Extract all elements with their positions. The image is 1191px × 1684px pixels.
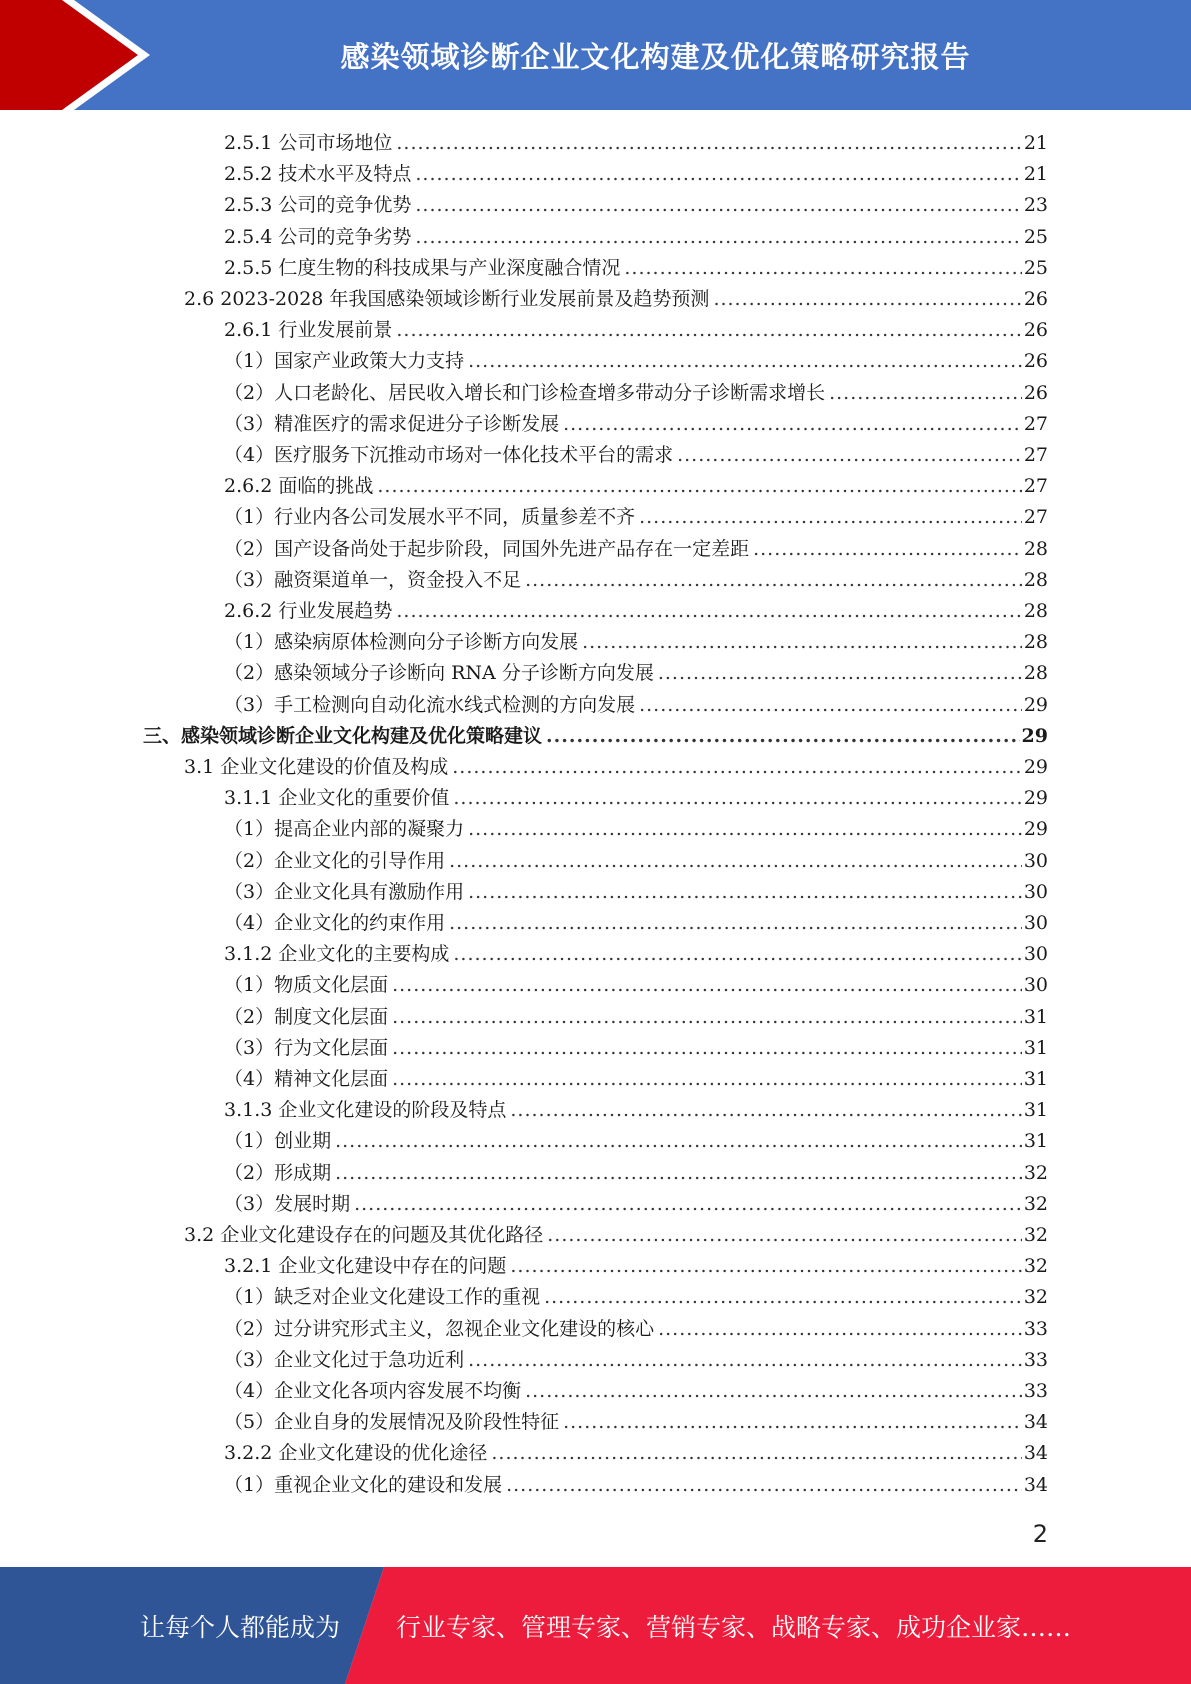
footer-slogan-left: 让每个人都能成为 [140,1612,341,1642]
toc-entry-title: （1）创业期 [224,1130,332,1153]
toc-entry[interactable] [224,1376,1048,1407]
toc-dot-leader [506,1470,1022,1501]
toc-entry-title: （1）缺乏对企业文化建设工作的重视 [224,1286,541,1309]
toc-entry[interactable] [224,970,1048,1001]
toc-entry-title: （3）手工检测向自动化流水线式检测的方向发展 [224,693,636,716]
toc-dot-leader [582,627,1022,658]
toc-dot-leader [639,502,1022,533]
toc-entry[interactable] [224,1095,1048,1126]
toc-entry[interactable] [224,253,1048,284]
toc-dot-leader [392,1002,1022,1033]
toc-entry[interactable] [224,783,1048,814]
toc-dot-leader [753,534,1022,565]
toc-dot-leader [677,440,1022,471]
toc-entry-page: 25 [1023,225,1048,248]
toc-entry-page: 31 [1023,1099,1048,1122]
toc-entry[interactable] [224,1189,1048,1220]
toc-entry-title: （3）行为文化层面 [224,1036,389,1059]
toc-entry-page: 26 [1023,288,1048,310]
toc-entry[interactable] [224,658,1048,689]
toc-dot-leader [452,752,1022,783]
toc-dot-leader [544,1282,1022,1313]
toc-entry-page: 32 [1023,1192,1048,1215]
toc-dot-leader [396,315,1021,346]
toc-entry-page: 30 [1023,974,1048,997]
toc-entry-page: 33 [1023,1348,1048,1371]
toc-dot-leader [396,128,1021,159]
toc-entry-title: （2）感染领域分子诊断向 RNA 分子诊断方向发展 [224,662,654,685]
toc-entry-page: 30 [1023,943,1048,966]
toc-entry[interactable] [224,315,1048,346]
toc-entry-page: 21 [1023,163,1048,186]
toc-dot-leader [392,970,1022,1001]
toc-dot-leader [354,1189,1022,1220]
toc-entry[interactable] [184,1220,1048,1251]
toc-entry[interactable] [224,1282,1048,1313]
toc-entry[interactable] [224,908,1048,939]
toc-entry[interactable] [224,1064,1048,1095]
toc-entry-title: 2.6 2023-2028 年我国感染领域诊断行业发展前景及趋势预测 [184,288,710,310]
toc-entry-page: 31 [1023,1130,1048,1153]
toc-entry-page: 30 [1023,912,1048,934]
toc-dot-leader [563,409,1022,440]
toc-dot-leader [415,190,1021,221]
toc-entry[interactable] [224,128,1048,159]
toc-entry[interactable] [184,284,1048,315]
toc-entry-title: （1）提高企业内部的凝聚力 [224,818,465,841]
toc-dot-leader [547,1220,1022,1251]
toc-entry-title: （4）企业文化的约束作用 [224,912,446,934]
toc-entry-title: （1）国家产业政策大力支持 [224,350,465,373]
toc-entry-page: 30 [1023,880,1048,903]
toc-entry[interactable] [224,565,1048,596]
toc-entry-title: 3.2.1 企业文化建设中存在的问题 [224,1255,507,1278]
toc-entry[interactable] [224,1345,1048,1376]
toc-entry-title: （2）国产设备尚处于起步阶段，同国外先进产品存在一定差距 [224,537,750,560]
toc-entry-page: 26 [1023,350,1048,373]
toc-entry[interactable] [224,814,1048,845]
toc-dot-leader [563,1407,1022,1438]
toc-entry-page: 33 [1023,1317,1048,1340]
toc-entry[interactable] [224,378,1048,409]
toc-entry-page: 25 [1023,256,1048,279]
toc-dot-leader [392,1033,1022,1064]
toc-entry-title: （2）制度文化层面 [224,1005,389,1028]
toc-dot-leader [525,1376,1022,1407]
toc-entry-page: 29 [1021,724,1048,747]
toc-entry-title: （2）企业文化的引导作用 [224,849,446,872]
toc-dot-leader [449,908,1022,939]
toc-entry-title: 3.1.2 企业文化的主要构成 [224,943,450,966]
toc-dot-leader [396,596,1021,627]
toc-entry-page: 28 [1023,568,1048,591]
toc-dot-leader [335,1126,1022,1157]
toc-entry-page: 21 [1023,132,1048,154]
toc-entry[interactable] [224,1158,1048,1189]
toc-entry[interactable] [224,440,1048,471]
toc-entry-title: （1）感染病原体检测向分子诊断方向发展 [224,631,579,654]
toc-dot-leader [468,1345,1022,1376]
toc-entry-page: 28 [1023,631,1048,654]
toc-dot-leader [453,939,1021,970]
toc-entry-title: （3）精准医疗的需求促进分子诊断发展 [224,412,560,435]
toc-entry-title: 3.1.3 企业文化建设的阶段及特点 [224,1099,507,1122]
toc-entry-title: 三、感染领域诊断企业文化构建及优化策略建议 [143,724,543,747]
toc-entry[interactable] [224,1314,1048,1345]
toc-entry-page: 26 [1023,319,1048,342]
toc-entry[interactable] [224,409,1048,440]
toc-entry-page: 30 [1023,849,1048,872]
toc-entry-page: 27 [1023,506,1048,529]
toc-entry[interactable] [224,346,1048,377]
toc-entry-title: （4）医疗服务下沉推动市场对一体化技术平台的需求 [224,444,674,466]
toc-dot-leader [639,690,1022,721]
toc-entry-page: 27 [1023,412,1048,435]
toc-entry-title: 3.1 企业文化建设的价值及构成 [184,756,449,778]
toc-entry-title: 2.5.2 技术水平及特点 [224,163,412,186]
toc-entry-page: 33 [1023,1380,1048,1402]
toc-dot-leader [510,1095,1021,1126]
toc-entry-title: （2）形成期 [224,1161,332,1184]
toc-dot-leader [658,658,1022,689]
toc-entry[interactable] [224,1470,1048,1501]
toc-dot-leader [415,222,1021,253]
document-title: 感染领域诊断企业文化构建及优化策略研究报告 [340,39,971,74]
toc-entry-page: 31 [1023,1068,1048,1090]
toc-entry-title: 3.2 企业文化建设存在的问题及其优化路径 [184,1224,544,1246]
toc-dot-leader [392,1064,1022,1095]
toc-dot-leader [449,846,1022,877]
toc-entry-page: 26 [1023,381,1048,404]
toc-entry-page: 28 [1023,662,1048,685]
toc-entry-page: 29 [1023,818,1048,841]
toc-entry-title: 2.5.3 公司的竞争优势 [224,194,412,217]
toc-entry[interactable] [224,596,1048,627]
toc-dot-leader [468,346,1022,377]
toc-dot-leader [377,471,1021,502]
toc-entry[interactable] [224,1033,1048,1064]
toc-entry[interactable] [224,534,1048,565]
toc-entry[interactable] [224,1002,1048,1033]
toc-entry[interactable] [224,222,1048,253]
toc-dot-leader [415,159,1021,190]
toc-entry-page: 28 [1023,537,1048,560]
toc-entry-title: （2）过分讲究形式主义，忽视企业文化建设的核心 [224,1317,655,1340]
toc-entry-page: 23 [1023,194,1048,217]
toc-entry[interactable] [224,627,1048,658]
toc-entry-page: 34 [1023,1473,1048,1496]
toc-dot-leader [525,565,1022,596]
toc-entry[interactable] [143,721,1048,752]
toc-dot-leader [491,1438,1021,1469]
toc-entry-title: （1）重视企业文化的建设和发展 [224,1473,503,1496]
toc-entry-page: 27 [1023,475,1048,498]
footer-slogan-right: 行业专家、管理专家、营销专家、战略专家、成功企业家…… [396,1612,1072,1642]
page-number: 2 [1032,1520,1048,1548]
toc-entry-title: （4）企业文化各项内容发展不均衡 [224,1380,522,1402]
toc-entry[interactable] [224,1407,1048,1438]
toc-dot-leader [713,284,1021,315]
toc-dot-leader [546,721,1020,752]
toc-entry[interactable] [224,471,1048,502]
toc-entry-page: 32 [1023,1161,1048,1184]
toc-entry-title: 2.6.2 面临的挑战 [224,475,374,498]
toc-dot-leader [829,378,1022,409]
toc-entry-page: 32 [1023,1224,1048,1246]
toc-entry-page: 31 [1023,1005,1048,1028]
page-footer [0,1567,1191,1684]
toc-entry[interactable] [224,159,1048,190]
toc-entry-title: （1）物质文化层面 [224,974,389,997]
toc-entry[interactable] [224,1251,1048,1282]
toc-entry[interactable] [224,1126,1048,1157]
toc-dot-leader [624,253,1021,284]
toc-entry-title: 2.5.1 公司市场地位 [224,132,393,154]
toc-entry[interactable] [224,1438,1048,1469]
toc-entry[interactable] [224,846,1048,877]
toc-entry-title: （3）企业文化具有激励作用 [224,880,465,903]
toc-entry-page: 29 [1023,693,1048,716]
toc-entry-title: 3.2.2 企业文化建设的优化途径 [224,1442,488,1465]
toc-entry-title: （1）行业内各公司发展水平不同，质量参差不齐 [224,506,636,529]
toc-entry[interactable] [224,939,1048,970]
toc-entry-title: （2）人口老龄化、居民收入增长和门诊检查增多带动分子诊断需求增长 [224,381,826,404]
toc-entry-title: （3）企业文化过于急功近利 [224,1348,465,1371]
page-header [0,0,1191,110]
toc-entry[interactable] [224,502,1048,533]
toc-entry[interactable] [224,877,1048,908]
toc-entry-title: （3）发展时期 [224,1192,351,1215]
toc-entry-page: 31 [1023,1036,1048,1059]
toc-entry-page: 32 [1023,1255,1048,1278]
toc-entry-page: 27 [1023,444,1048,466]
toc-entry-title: 2.5.4 公司的竞争劣势 [224,225,412,248]
toc-entry-title: 2.6.1 行业发展前景 [224,319,393,342]
toc-entry-page: 29 [1023,787,1048,810]
toc-entry-page: 34 [1023,1442,1048,1465]
toc-dot-leader [658,1314,1022,1345]
toc-entry-page: 34 [1023,1411,1048,1434]
toc-entry-page: 29 [1023,756,1048,778]
toc-entry-title: 2.5.5 仁度生物的科技成果与产业深度融合情况 [224,256,621,279]
toc-entry[interactable] [224,690,1048,721]
toc-entry-title: （3）融资渠道单一，资金投入不足 [224,568,522,591]
toc-dot-leader [453,783,1021,814]
toc-entry-title: 2.6.2 行业发展趋势 [224,600,393,622]
toc-dot-leader [468,814,1022,845]
toc-dot-leader [510,1251,1021,1282]
toc-entry-page: 28 [1023,600,1048,622]
toc-entry[interactable] [184,752,1048,783]
toc-dot-leader [335,1158,1022,1189]
toc-entry-title: （4）精神文化层面 [224,1068,389,1090]
toc-dot-leader [468,877,1022,908]
toc-entry-title: （5）企业自身的发展情况及阶段性特征 [224,1411,560,1434]
toc-entry-page: 32 [1023,1286,1048,1309]
toc-entry[interactable] [224,190,1048,221]
toc-entry-title: 3.1.1 企业文化的重要价值 [224,787,450,810]
